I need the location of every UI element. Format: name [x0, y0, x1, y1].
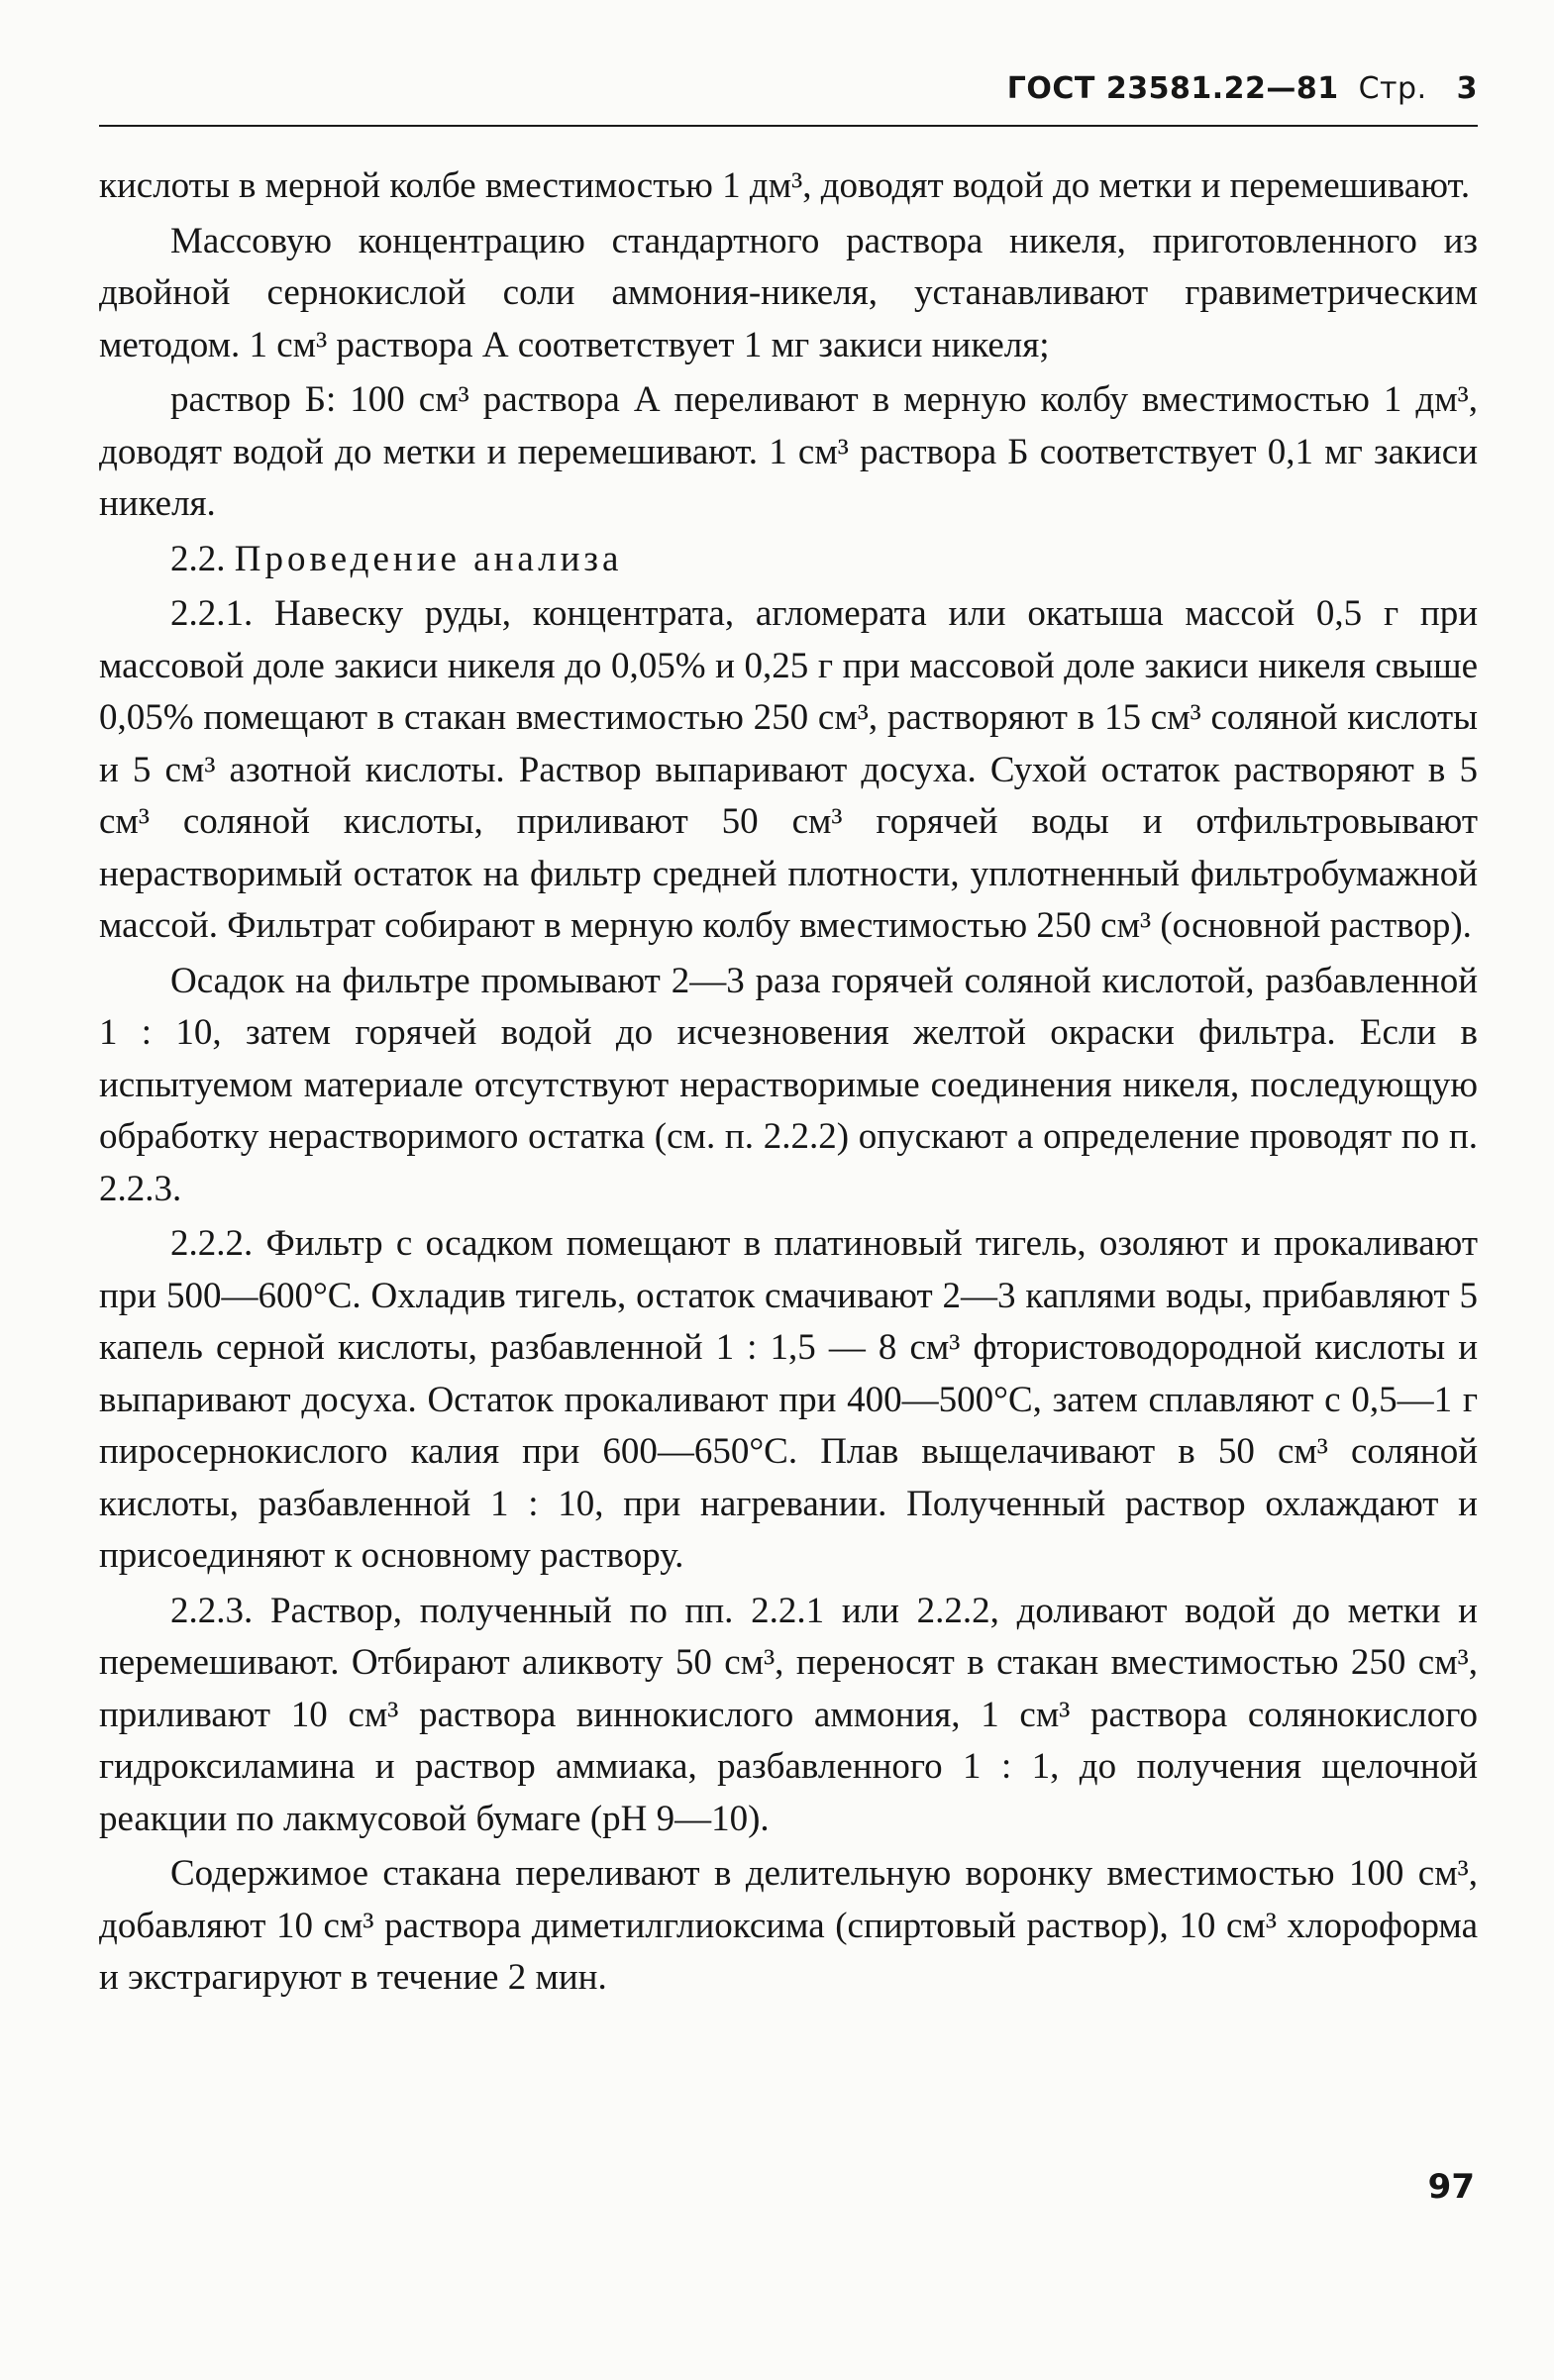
page-folio: 97	[1427, 2167, 1475, 2207]
paragraph: 2.2.3. Раствор, полученный по пп. 2.2.1 или 2.2.2, доливают водой до метки и перемешивают. Отбирают аликвоту 50 см³, переносят в стакан вместимостью 250 см³, приливают 10 см³ раствора виннокислого аммония, 1 см³ раствора солянокислого гидроксиламина и раствор аммиака, разбавленного 1 : 1, до получения щелочной реакции по лакмусовой бумаге (pH 9—10).	[99, 1590, 1478, 1839]
paragraph: Массовую концентрацию стандартного раствора никеля, приготовленного из двойной сернокислой соли аммония-никеля, устанавливают гравиметрическим методом. 1 см³ раствора А соответствует 1 мг закиси никеля;	[99, 220, 1478, 365]
body-text	[99, 160, 1478, 2005]
section-heading	[99, 534, 1478, 586]
paragraph: Содержимое стакана переливают в делительную воронку вместимостью 100 см³, добавляют 10 см³ раствора диметилглиоксима (спиртовый раствор), 10 см³ хлороформа и экстрагируют в течение 2 мин.	[99, 1853, 1478, 1998]
page-number: 3	[1456, 71, 1478, 106]
paragraph: 2.2.2. Фильтр с осадком помещают в платиновый тигель, озоляют и прокаливают при 500—600°С. Охладив тигель, остаток смачивают 2—3 каплями воды, прибавляют 5 капель серной кислоты, разбавленной 1 : 1,5 — 8 см³ фтористоводородной кислоты и выпаривают досуха. Остаток прокаливают при 400—500°С, затем сплавляют с 0,5—1 г пиросернокислого калия при 600—650°С. Плав выщелачивают в 50 см³ соляной кислоты, разбавленной 1 : 10, при нагревании. Полученный раствор охлаждают и присоединяют к основному раствору.	[99, 1223, 1478, 1576]
section-number: 2.2.	[170, 538, 226, 579]
page-header	[99, 71, 1478, 127]
paragraph: 2.2.1. Навеску руды, концентрата, агломерата или окатыша массой 0,5 г при массовой доле закиси никеля до 0,05% и 0,25 г при массовой доле закиси никеля свыше 0,05% помещают в стакан вместимостью 250 см³, растворяют в 15 см³ соляной кислоты и 5 см³ азотной кислоты. Раствор выпаривают досуха. Сухой остаток растворяют в 5 см³ соляной кислоты, приливают 50 см³ горячей воды и отфильтровывают нерастворимый остаток на фильтр средней плотности, уплотненный фильтробумажной массой. Фильтрат собирают в мерную колбу вместимостью 250 см³ (основной раствор).	[99, 593, 1478, 946]
paragraph: Осадок на фильтре промывают 2—3 раза горячей соляной кислотой, разбавленной 1 : 10, затем горячей водой до исчезновения желтой окраски фильтра. Если в испытуемом материале отсутствуют нерастворимые соединения никеля, последующую обработку нерастворимого остатка (см. п. 2.2.2) опускают а определение проводят по п. 2.2.3.	[99, 960, 1478, 1209]
standard-number: ГОСТ 23581.22—81	[1006, 71, 1339, 106]
section-title: Проведение анализа	[234, 538, 623, 579]
page-label: Стр.	[1358, 71, 1427, 106]
paragraph-continuation: кислоты в мерной колбе вместимостью 1 дм³, доводят водой до метки и перемешивают.	[99, 165, 1471, 206]
paragraph: раствор Б: 100 см³ раствора А переливают в мерную колбу вместимостью 1 дм³, доводят водой до метки и перемешивают. 1 см³ раствора Б соответствует 0,1 мг закиси никеля.	[99, 379, 1478, 524]
running-head	[1007, 71, 1478, 106]
